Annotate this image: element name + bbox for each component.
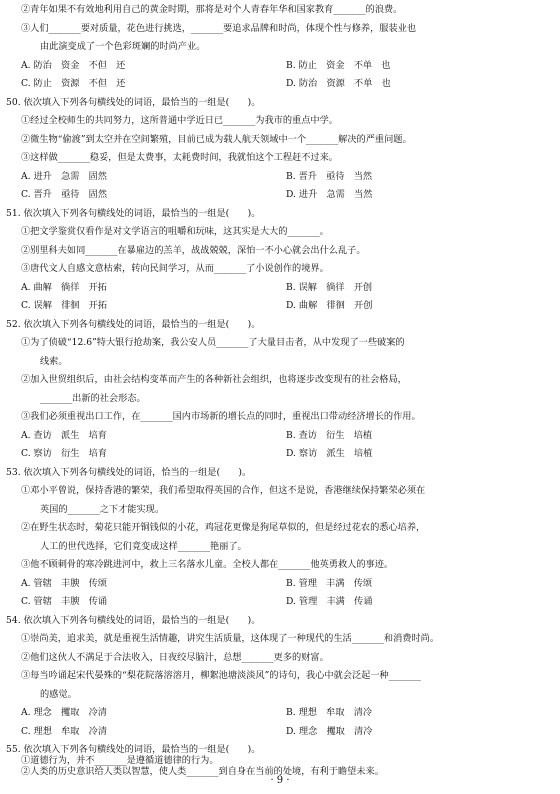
text-line: ③这样做_______稳妥，但是太费事，太耗费时间，我就怕这个工程赶不过来。 — [21, 152, 338, 163]
option-d: D. 理念 攫取 清冷 — [286, 726, 373, 737]
option-d: D. 防治 资源 不单 也 — [286, 78, 391, 89]
question-53: 53. 依次填入下列各句横线处的词语，恰当的一组是( )。 — [6, 467, 252, 478]
question-55: 55. 依次填入下列各句横线处的词语，最恰当的一组是( )。 — [6, 744, 261, 755]
question-54: 54. 依次填入下列各句横线处的词语，最恰当的一组是( )。 — [6, 615, 261, 626]
text-line: ②在野生状态时，菊花只能开铜钱似的小花，鸡冠花更像是狗尾草似的，但是经过花农的悉心培养， — [21, 522, 426, 533]
text-line: ①把文学鉴赏仅看作是对文学语言的咀嚼和玩味，这其实是大大的_______。 — [21, 226, 329, 237]
text-line: ①崇尚美，追求美，就是重视生活情趣，讲究生活质量，这体现了一种现代的生活_______和消费时尚。 — [21, 633, 440, 644]
text-line: 的感觉。 — [40, 689, 77, 700]
text-line: 人工的世代选择，它们竟变成这样_______艳丽了。 — [40, 541, 247, 552]
option-a: A. 曲解 徜徉 开拓 — [21, 282, 107, 293]
option-c: C. 晋升 亟待 固然 — [21, 189, 108, 200]
text-line: 由此演变成了一个色彩斑斓的时尚产业。 — [40, 41, 206, 52]
option-a: A. 进升 急需 固然 — [21, 171, 107, 182]
option-b: B. 查访 衍生 培植 — [286, 430, 373, 441]
option-b: B. 防止 资金 不单 也 — [286, 60, 391, 71]
option-d: D. 察访 派生 培植 — [286, 448, 373, 459]
option-c: C. 误解 徘徊 开拓 — [21, 300, 108, 311]
option-b: B. 误解 徜徉 开创 — [286, 282, 373, 293]
text-line: ③我们必须重视出口工作，在_______国内市场新的增长点的同时，重视出口带动经济增长的作用。 — [21, 411, 421, 422]
option-a: A. 理念 攫取 冷清 — [21, 707, 107, 718]
option-b: B. 理想 牟取 清冷 — [286, 707, 373, 718]
option-d: D. 管理 丰满 传诵 — [286, 596, 373, 607]
text-line: _______出新的社会形态。 — [40, 393, 146, 404]
option-b: B. 管理 丰满 传颂 — [286, 578, 373, 589]
text-line: 线索。 — [40, 356, 68, 367]
text-line: ②人类的历史意识给人类以智慧，使人类_______到自身在当前的处境，有利于瞻望未来。 — [21, 766, 384, 777]
option-d: D. 曲解 徘徊 开创 — [286, 300, 373, 311]
option-c: C. 管辖 丰腴 传诵 — [21, 596, 108, 607]
question-52: 52. 依次填入下列各句横线处的词语，最恰当的一组是( )。 — [6, 319, 261, 330]
text-line: ①经过全校师生的共同努力，这所普通中学近日已_______为我市的重点中学。 — [21, 115, 338, 126]
page-number: · 9 · — [270, 775, 290, 786]
option-c: C. 防止 资源 不但 还 — [21, 78, 126, 89]
text-line: ③人们_______要对质量，花色进行挑选，_______要追求品牌和时尚，体现个性与修养，服装业也 — [21, 23, 417, 34]
option-c: C. 察访 衍生 培育 — [21, 448, 108, 459]
text-line: ②微生物“偷渡”到太空并在空间繁殖，目前已成为载人航天领域中一个_______解决的严重问题。 — [21, 134, 412, 145]
option-a: A. 管辖 丰腴 传颂 — [21, 578, 107, 589]
text-line: ①道德行为，并不_______是遵循道德律的行为。 — [21, 755, 219, 766]
option-c: C. 理想 牟取 冷清 — [21, 726, 108, 737]
text-line: ①邓小平曾说，保持香港的繁荣，我们希望取得英国的合作，但这不是说，香港继续保持繁荣必须在 — [21, 485, 426, 496]
text-line: ②青年如果不有效地利用自己的黄金时期，那将是对个人青春年华和国家教育_______的浪费。 — [21, 4, 403, 15]
option-a: A. 防治 资金 不但 还 — [21, 60, 126, 71]
text-line: 英国的_______之下才能实现。 — [40, 504, 165, 515]
text-line: ①为了侦破“12.6”特大银行抢劫案，我公安人员_______了大量目击者，从中发现了一些破案的 — [21, 337, 405, 348]
text-line: ③唐代文人自感文意枯索，转向民间学习，从而_______了小说创作的境界。 — [21, 263, 329, 274]
text-line: ③每当吟诵起宋代晏殊的“梨花院落溶溶月，柳絮池塘淡淡风”的诗句，我心中就会泛起一种_______ — [21, 670, 421, 681]
text-line: ②他们这伙人不满足于合法收入，日夜绞尽脑汁，总想_______更多的财富。 — [21, 652, 329, 663]
question-50: 50. 依次填入下列各句横线处的词语，最恰当的一组是( )。 — [6, 97, 261, 108]
question-51: 51. 依次填入下列各句横线处的词语，最恰当的一组是( )。 — [6, 208, 261, 219]
text-line: ②别里科夫如同_______在暴雇边的羔羊，战战兢兢，深怕一不小心就会出什么乱子。 — [21, 245, 366, 256]
text-line: ②加入世贸组织后，由社会结构变革而产生的各种新社会组织，也将逐步改变现有的社会格局， — [21, 374, 407, 385]
option-a: A. 查访 派生 培育 — [21, 430, 107, 441]
option-b: B. 晋升 亟待 当然 — [286, 171, 373, 182]
text-line: ③他不顾刺骨的寒冷跳进河中，救上三名落水儿童。全校人都在_______他英勇救人的事迹。 — [21, 559, 394, 570]
option-d: D. 进升 急需 当然 — [286, 189, 373, 200]
